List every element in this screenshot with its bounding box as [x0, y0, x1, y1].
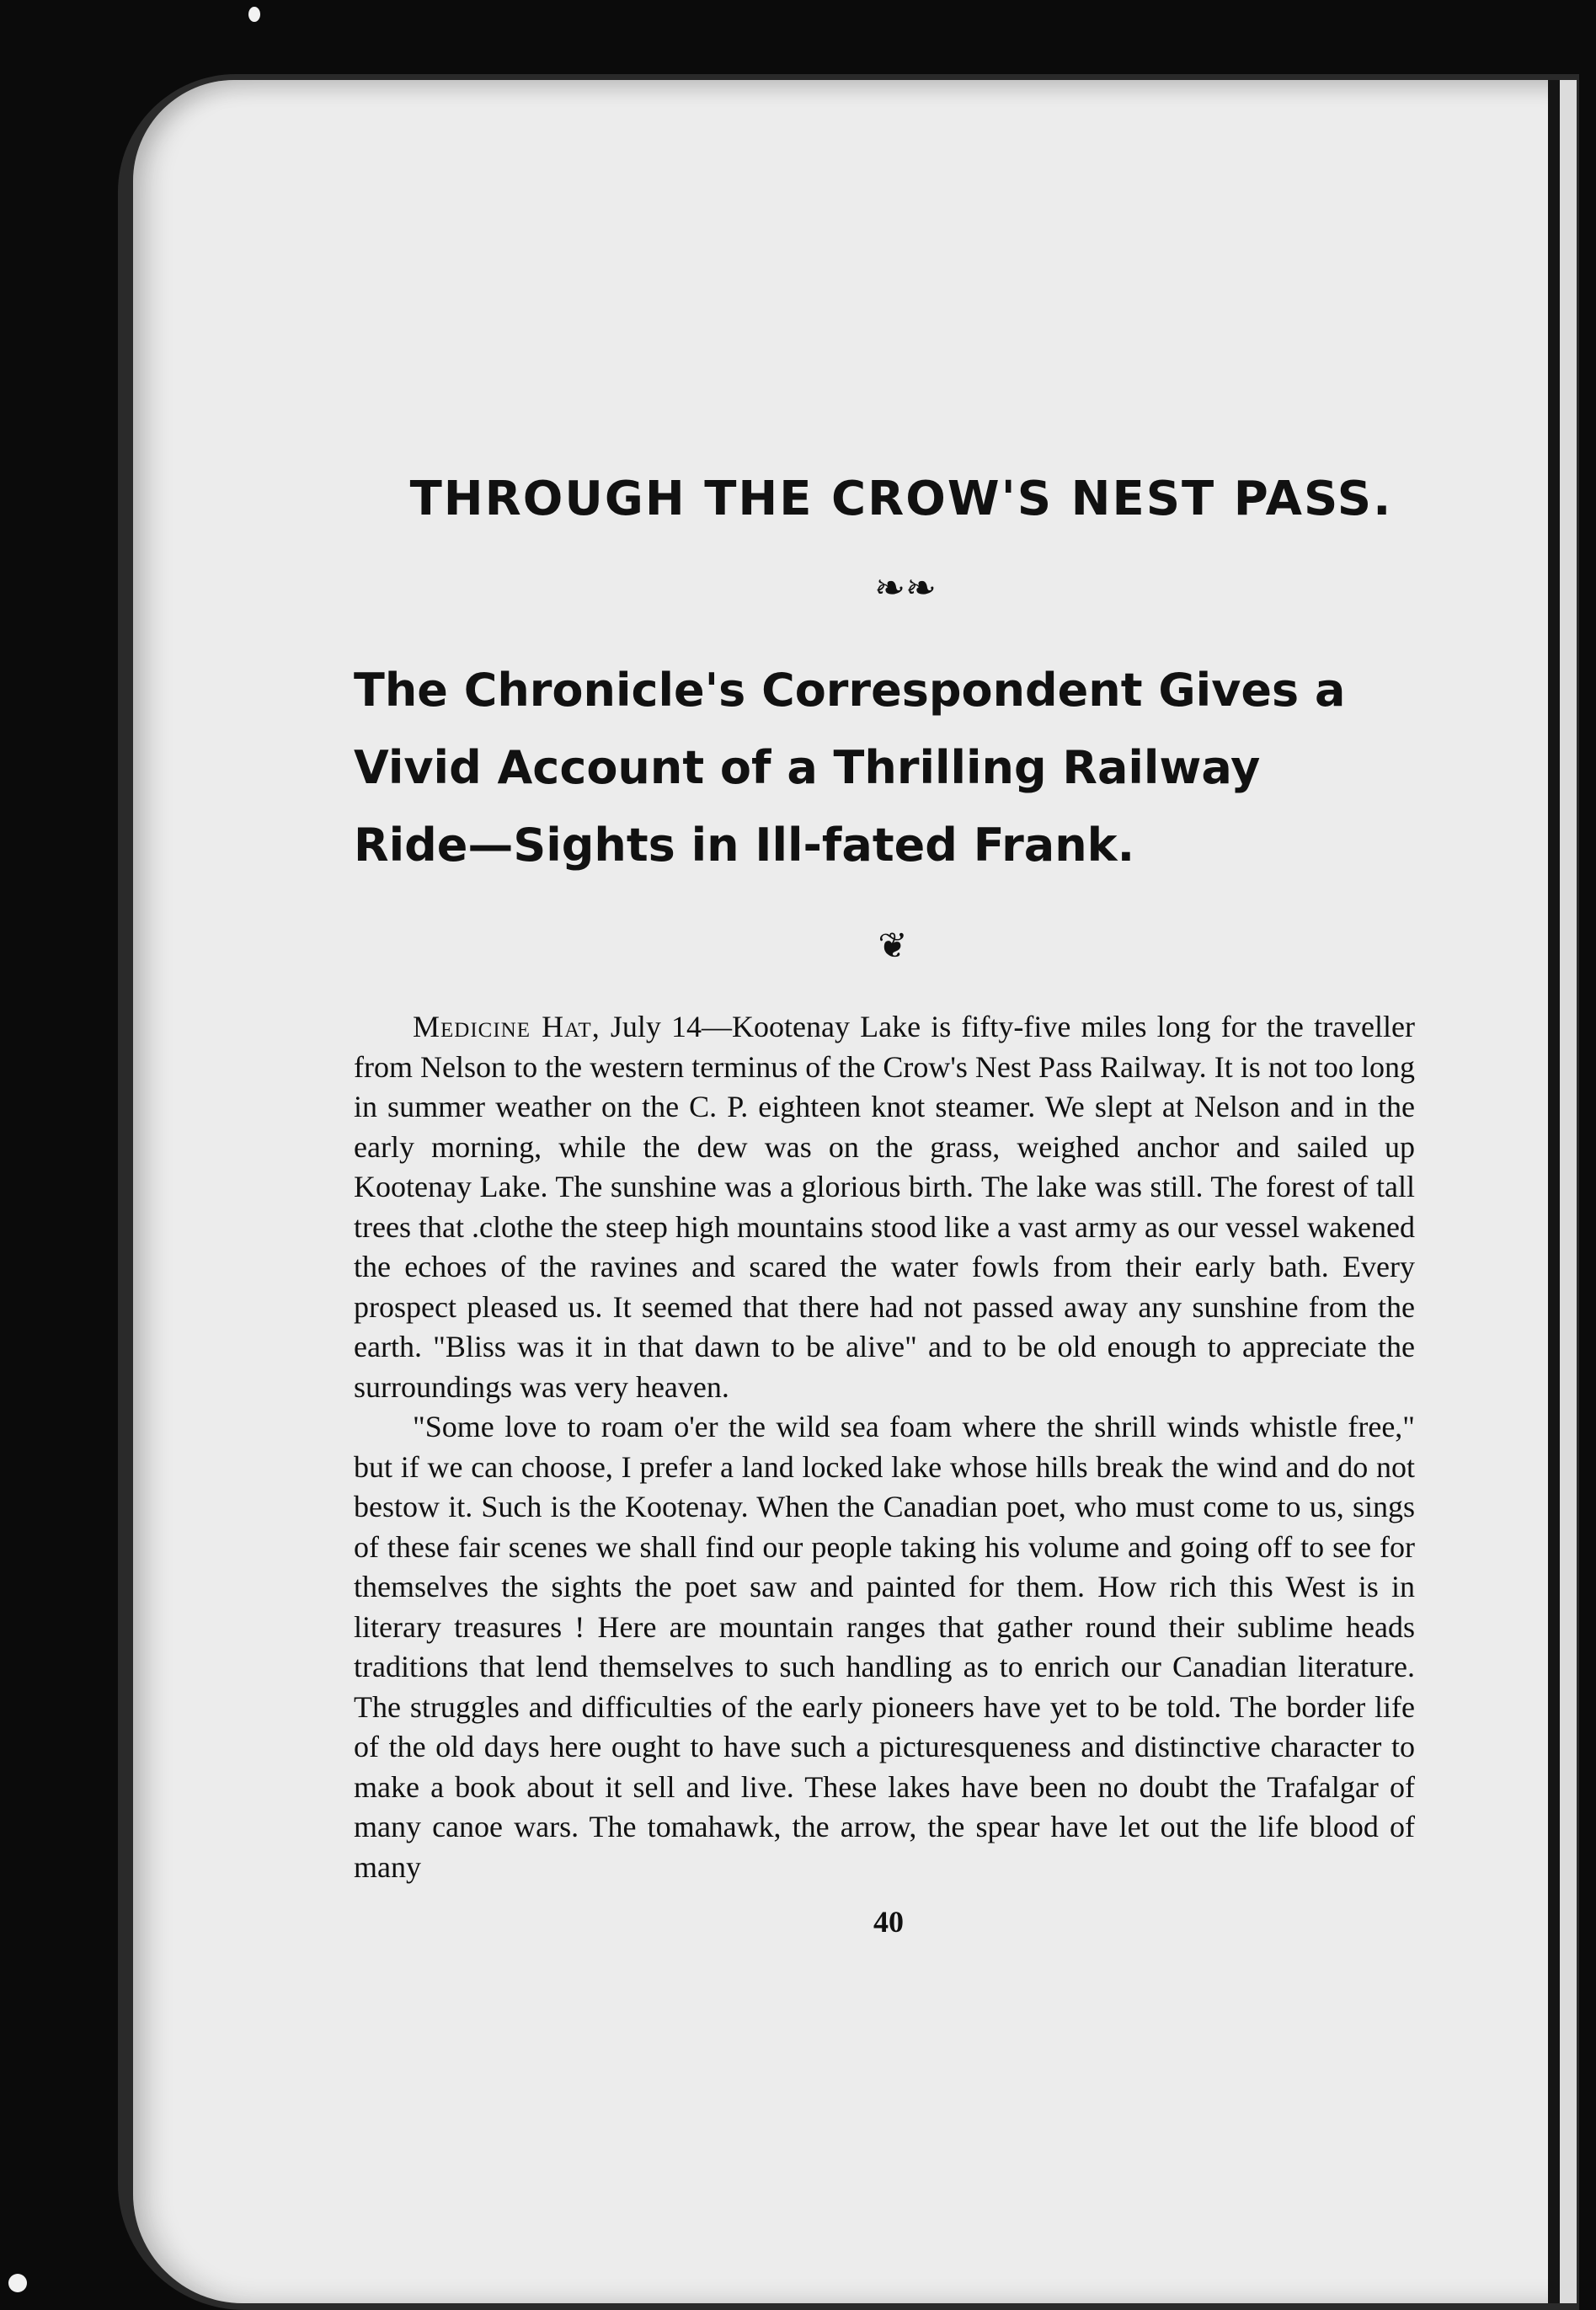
subtitle-line-3: Ride—Sights in Ill-fated Frank.	[354, 819, 1135, 872]
page-content	[354, 472, 1415, 1939]
scan-speck	[8, 2274, 27, 2292]
subtitle-line-2: Vivid Account of a Thrilling Railway	[354, 741, 1261, 794]
paragraph-1-text: July 14—Kootenay Lake is fifty-five miles long for the traveller from Nelson to the western terminus of the Crow's Nest Pass Railway. It is not too long in summer weather on the C. P. eighteen knot steamer. We slept at Nelson and in the early morning, while the dew was on the grass, weighed anchor and sailed up Kootenay Lake. The sunshine was a glorious birth. The lake was still. The forest of tall trees that .clothe the steep high mountains stood like a vast army as our vessel wakened the echoes of the ravines and scared the water fowls from their early bath. Every prospect pleased us. It seemed that there had not passed away any sunshine from the earth. "Bliss was it in that dawn to be alive" and to be old enough to appreciate the surroundings was very heaven.	[354, 1010, 1415, 1404]
page-number: 40	[873, 1905, 904, 1939]
subtitle-line-1: The Chronicle's Correspondent Gives a	[354, 664, 1346, 717]
article-title: THROUGH THE CROW'S NEST PASS.	[409, 472, 1393, 526]
article-subtitle	[354, 652, 1415, 884]
ornament-bottom: ❦	[878, 927, 908, 966]
dateline: Medicine Hat,	[413, 1010, 601, 1043]
ornament-top: ❧❧	[874, 568, 937, 609]
scan-speck	[248, 7, 260, 22]
paragraph-2: "Some love to roam o'er the wild sea foam where the shrill winds whistle free," but if we can choose, I prefer a land locked lake whose hills break the wind and do not bestow it. Such is the Kootenay. When the Canadian poet, who must come to us, sings of these fair scenes we shall find our people taking his volume and going off to see for themselves the sights the poet saw and painted for them. How rich this West is in literary treasures ! Here are mountain ranges that gather round their sublime heads traditions that lend themselves to such handling as to enrich our Canadian literature. The struggles and difficulties of the early pioneers have yet to be told. The border life of the old days here ought to have such a picturesqueness and distinctive character to make a book about it sell and live. These lakes have been no doubt the Trafalgar of many canoe wars. The tomahawk, the arrow, the spear have let out the life blood of many	[354, 1410, 1415, 1884]
page-edge-dark	[1548, 80, 1560, 2303]
paragraph-1	[354, 1007, 1415, 1407]
article-body	[354, 1007, 1415, 1887]
page-edge-light	[1560, 80, 1577, 2303]
